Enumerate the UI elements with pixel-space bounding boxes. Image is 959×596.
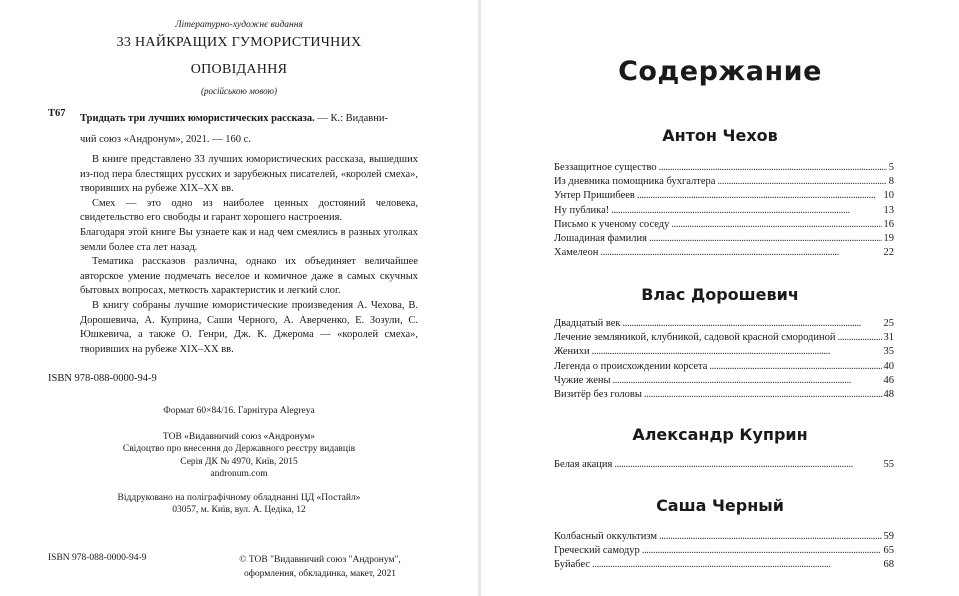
toc-entry-page: 65 — [883, 545, 894, 557]
bibliographic-record — [80, 108, 420, 150]
publication-type: Літературно-художнє видання — [175, 20, 303, 30]
toc-entry — [554, 233, 894, 247]
toc-entry-page: 5 — [888, 162, 894, 173]
left-page — [0, 0, 478, 596]
toc-entry — [554, 332, 894, 346]
toc-section-list — [554, 531, 894, 574]
annotation-paragraph: Смех — это одно из наиболее ценных достояний человека, свидетельство его свободы и гарант хорошего настроения. — [80, 197, 418, 224]
footer-isbn: ISBN 978-088-0000-94-9 — [48, 553, 147, 563]
imprint-line: Серія ДК № 4970, Київ, 2015 — [180, 456, 298, 467]
imprint-line: andronum.com — [210, 468, 268, 479]
toc-entry-title: Женихи — [554, 346, 590, 358]
toc-leader-dots — [709, 361, 881, 372]
right-page — [481, 0, 959, 596]
toc-entry-page: 40 — [883, 360, 894, 372]
toc-leader-dots — [838, 332, 882, 343]
toc-author-heading: Антон Чехов — [662, 126, 778, 145]
annotation-paragraph: Тематика рассказов различна, однако их объединяет величайшее авторское умение подмечать веселое и комичное даже в самых скучных бытовых вопросах, меткость характеристик и легкий слог. — [80, 256, 418, 297]
toc-entry-title: Греческий самодур — [554, 545, 640, 557]
toc-entry-title: Чужие жены — [554, 374, 611, 386]
toc-entry-page: 19 — [883, 232, 894, 244]
printing-line: 03057, м. Київ, вул. А. Цедіка, 12 — [172, 505, 306, 516]
annotation-paragraph: В книге представлено 33 лучших юмористических рассказа, вышедших из-под пера блестящих русских и зарубежных писателей, «королей смеха», творивших на рубеже XIX–XX вв. — [80, 154, 418, 195]
toc-author-heading: Влас Дорошевич — [641, 285, 799, 304]
toc-entry-page: 22 — [883, 247, 894, 259]
annotation — [80, 153, 418, 357]
toc-title: Содержание — [618, 56, 822, 87]
toc-entry-title: Лошадиная фамилия — [554, 232, 647, 244]
toc-leader-dots — [600, 247, 881, 258]
toc-entry-title: Легенда о происхождении корсета — [554, 360, 708, 372]
toc-entry — [554, 545, 894, 559]
toc-entry — [554, 318, 894, 332]
toc-entry-page: 16 — [883, 218, 894, 230]
toc-entry — [554, 219, 894, 233]
toc-entry-title: Из дневника помощника бухгалтера — [554, 176, 716, 188]
toc-entry-page: 35 — [883, 346, 894, 358]
toc-entry — [554, 205, 894, 219]
toc-leader-dots — [659, 162, 887, 173]
bibliographic-title: Тридцать три лучших юмористических рассказа. — [80, 113, 315, 124]
toc-entry-title: Письмо к ученому соседу — [554, 218, 670, 230]
toc-entry — [554, 459, 894, 473]
toc-entry-title: Двадцатый век — [554, 318, 621, 329]
format-line: Формат 60×84/16. Гарнітура Alegreya — [163, 406, 315, 416]
toc-entry — [554, 559, 894, 573]
annotation-paragraph: Благодаря этой книге Вы узнаете как и над чем смеялись в разных уголках земли более ста лет назад. — [80, 226, 418, 253]
copyright-line: © ТОВ "Видавничий союз "Андронум", — [239, 555, 401, 565]
toc-leader-dots — [611, 205, 881, 216]
toc-entry-page: 55 — [883, 459, 894, 470]
toc-entry-page: 48 — [883, 388, 894, 400]
toc-entry — [554, 346, 894, 360]
toc-entry — [554, 531, 894, 545]
toc-section-list — [554, 459, 894, 473]
toc-entry-title: Ну публика! — [554, 204, 610, 216]
toc-entry-page: 46 — [883, 374, 894, 386]
bibliographic-details: чий союз «Андронум», 2021. — 160 с. — [80, 134, 251, 145]
language-note: (російською мовою) — [201, 86, 277, 96]
printing-block — [0, 492, 478, 517]
toc-leader-dots — [671, 219, 881, 230]
toc-leader-dots — [613, 375, 882, 386]
toc-entry — [554, 389, 894, 403]
imprint-block — [0, 431, 478, 480]
toc-leader-dots — [623, 318, 882, 329]
toc-entry-page: 8 — [888, 176, 894, 188]
toc-entry — [554, 162, 894, 176]
toc-leader-dots — [592, 346, 882, 357]
book-title-line2: ОПОВІДАННЯ — [190, 62, 288, 77]
book-title-line1: 33 НАЙКРАЩИХ ГУМОРИСТИЧНИХ — [116, 35, 362, 50]
toc-leader-dots — [642, 545, 882, 556]
toc-leader-dots — [637, 190, 882, 201]
toc-entry-page: 59 — [883, 531, 894, 542]
toc-entry-title: Колбасный оккультизм — [554, 531, 657, 542]
annotation-paragraph: В книгу собраны лучшие юмористические произведения А. Чехова, В. Дорошевича, А. Куприна, Саши Черного, А. Аверченко, Е. Зозули, С. Юшкевича, а также О. Генри, Дж. К. Джерома — «королей смеха», творивших на рубеже XIX–XX вв. — [80, 299, 418, 355]
toc-entry-title: Унтер Пришибеев — [554, 190, 635, 202]
imprint-line: ТОВ «Видавничий союз «Андронум» — [162, 432, 316, 442]
bibliographic-publisher: — К.: Видавни- — [314, 113, 388, 124]
toc-entry — [554, 247, 894, 261]
toc-author-heading: Александр Куприн — [632, 425, 808, 444]
toc-entry — [554, 190, 894, 204]
toc-entry-title: Белая акация — [554, 459, 613, 470]
toc-entry-title: Буйабес — [554, 559, 591, 571]
copyright-line: оформлення, обкладинка, макет, 2021 — [243, 569, 397, 579]
footer-copyright — [215, 553, 425, 581]
printing-line: Віддруковано на поліграфічному обладнанні ЦД «Постайл» — [117, 493, 361, 503]
toc-entry-title: Хамелеон — [554, 247, 599, 259]
toc-entry-page: 25 — [883, 318, 894, 329]
toc-author-heading: Саша Черный — [656, 496, 784, 515]
toc-section-list — [554, 318, 894, 403]
toc-entry-page: 31 — [883, 332, 894, 344]
toc-leader-dots — [659, 531, 882, 542]
toc-entry-title: Беззащитное существо — [554, 162, 657, 173]
toc-entry-page: 10 — [883, 190, 894, 202]
toc-leader-dots — [644, 389, 882, 400]
catalog-code: Т67 — [48, 108, 66, 119]
toc-entry-title: Лечение земляникой, клубникой, садовой красной смородиной — [554, 332, 836, 344]
toc-leader-dots — [592, 559, 881, 570]
toc-entry-title: Визитёр без головы — [554, 388, 642, 400]
toc-leader-dots — [614, 459, 881, 470]
toc-leader-dots — [649, 233, 882, 244]
toc-leader-dots — [717, 176, 886, 187]
imprint-line: Свідоцтво про внесення до Державного реєстру видавців — [122, 444, 356, 455]
toc-section-list — [554, 162, 894, 261]
toc-entry — [554, 176, 894, 190]
toc-entry-page: 68 — [883, 559, 894, 571]
toc-entry-page: 13 — [883, 204, 894, 216]
toc-entry — [554, 375, 894, 389]
isbn: ISBN 978-088-0000-94-9 — [48, 373, 157, 384]
toc-entry — [554, 361, 894, 375]
